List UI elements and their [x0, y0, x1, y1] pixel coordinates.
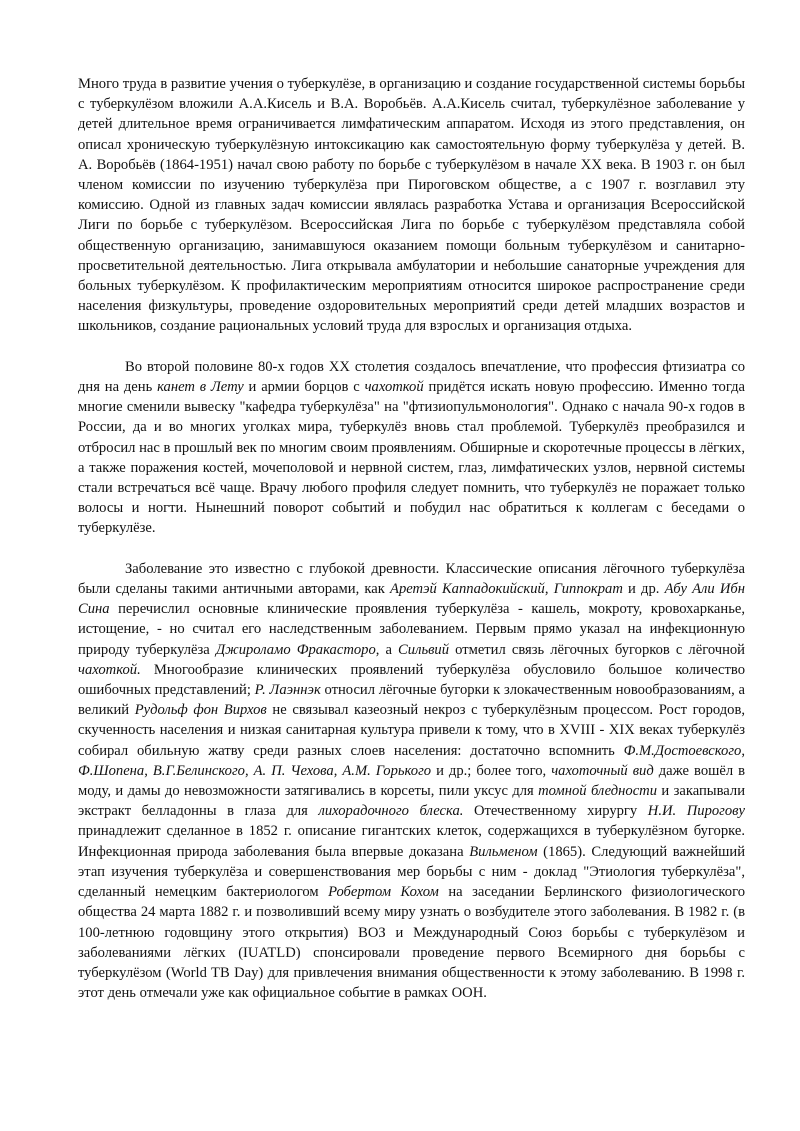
italic-text-span: Робертом Кохом [328, 884, 439, 901]
text-span: относил лёгочные бугорки к злокачественным новообразованиям, а великий [78, 682, 745, 719]
text-span: , [144, 762, 153, 779]
text-span: Во второй половине 80-х годов XX столетия создалось впечатление, что профессия фтизиатра со дня на день [78, 358, 745, 396]
text-span: Много труда в развитие учения о туберкулёзе, в организацию и создание государственной системы борьбы с туберкулёзом вложили А.А.Кисель и В.А. Воробьёв. А.А.Кисель считал, туберкулёзное заболевание у детей длительное время ограничивается лимфатическим аппаратом. Исходя из этого представления, он описал хроническую туберкулёзную интоксикацию как самостоятельную форму туберкулёза у детей. В. А. Воробьёв (1864-1951) начал свою работу по борьбе с туберкулёзом в начале XX века. В 1903 г. он был членом комиссии по изучению туберкулёза при Пироговском обществе, а с 1907 г. возглавил эту комиссию. Одной из главных задач комиссии являлась разработка Устава и организация Всероссийской Лиги по борьбе с туберкулёзом. Всероссийская Лига по борьбе с туберкулёзом представляла собой общественную организацию, занимавшуюся оказанием помощи больным туберкулёзом и санитарно-просветительной деятельностью. Лига открывала амбулатории и небольшие санаторные учреждения для больных туберкулёзом. К профилактическим мероприятиям относится широкое распространение среди населения физкультуры, проведение оздоровительных мероприятий среди детей младших возрастов и школьников, создание рациональных условий труда для взрослых и организация отдыха. [78, 76, 745, 335]
text-span: отметил связь лёгочных бугорков с лёгочной [449, 641, 745, 658]
text-span: , а [375, 641, 399, 658]
italic-text-span: Вильменом [469, 843, 538, 860]
text-span: и армии борцов с [243, 379, 365, 396]
italic-text-span: чахоточный вид [551, 762, 654, 779]
italic-text-span: Н.И. Пирогову [647, 803, 745, 820]
text-span: (1865). Следующий важнейший этап изучения туберкулёза и совершенствования мер борьбы с ним - доклад "Этиология туберкулёза", сделанный немецким бактериологом [78, 843, 746, 901]
text-span: Многообразие клинических проявлений туберкулёза обусловило большое количество ошибочных представлений; [78, 661, 745, 699]
italic-text-span: Ф.М.Достоевского [623, 742, 742, 759]
italic-text-span: Джироламо Фракасторо [215, 641, 376, 658]
italic-text-span: Ф.Шопена [78, 762, 145, 779]
text-span: , [741, 742, 745, 759]
text-span: не связывал казеозный некроз с туберкулёзным процессом. Рост городов, скученность населения и низкая санитарная культура привели к тому, что в XVIII - XIX веках туберкулёз собирал обильную жатву среди разных слоев населения: достаточно вспомнить [78, 702, 746, 759]
text-span: , [544, 581, 554, 598]
text-span: Отечественному хирургу [463, 803, 648, 820]
body-paragraph [78, 559, 745, 1003]
body-paragraph [78, 357, 745, 539]
text-span: и др.; более того, [431, 762, 552, 779]
text-span: перечислил основные клинические проявления туберкулёза - кашель, мокроту, кровохарканье, истощение, - но считал его наследственным заболеванием. Первым прямо указал на инфекционную природу туберкулёза [78, 601, 745, 658]
text-span: и др. [622, 581, 665, 598]
italic-text-span: Абу Али Ибн Сина [78, 581, 745, 618]
text-span: и закапывали экстракт белладонны в глаза для [78, 783, 746, 820]
document-page [78, 74, 745, 1003]
text-span: придётся искать новую профессию. Именно тогда многие сменили вывеску "кафедра туберкулёза" на "фтизиопульмонология". Однако с начала 90-х годов в России, да и во многих уголках мира, туберкулёз вновь стал проблемой. Туберкулёз преобразился и отбросил нас в прошлый век по многим своим проявлениям. Обширные и скоротечные процессы в лёгких, а также поражения костей, мочеполовой и нервной систем, глаз, лимфатических узлов, нервной системы стали встречаться всё чаще. Врачу любого профиля следует помнить, что туберкулёз не поражает только волосы и ногти. Нынешний поворот событий и побудил нас обратиться к коллегам с беседами о туберкулёзе. [78, 379, 745, 537]
italic-text-span: Сильвий [398, 641, 450, 658]
italic-text-span: чахоткой. [78, 661, 141, 678]
italic-text-span: чахоткой [364, 379, 424, 396]
text-span: , [244, 762, 254, 779]
body-paragraph [78, 74, 745, 337]
italic-text-span: Рудольф фон Вирхов [134, 702, 267, 719]
italic-text-span: томной бледности [538, 783, 658, 800]
italic-text-span: Р. Лаэннэк [254, 682, 321, 699]
italic-text-span: А.М. Горького [342, 762, 432, 779]
italic-text-span: А. П. Чехова [253, 762, 334, 779]
text-span: принадлежит сделанное в 1852 г. описание гигантских клеток, содержащихся в туберкулёзном бугорке. Инфекционная природа заболевания была впервые доказана [78, 823, 745, 860]
text-span: , [333, 762, 343, 779]
italic-text-span: лихорадочного блеска. [318, 803, 464, 820]
italic-text-span: В.Г.Белинского [152, 762, 245, 779]
italic-text-span: Гиппократ [553, 581, 623, 598]
text-span: даже вошёл в моду, и дамы до невозможности затягивались в корсеты, пили уксус для [78, 762, 746, 800]
text-span: на заседании Берлинского физиологического общества 24 марта 1882 г. и позволивший всему миру узнать о возбудителе этого заболевания. В 1982 г. (в 100-летнюю годовщину этого открытия) ВОЗ и Международный Союз борьбы с туберкулёзом и заболеваниями лёгких (IUATLD) спонсировали проведение первого Всемирного дня борьбы с туберкулёзом (World TB Day) для привлечения внимания общественности к этому заболеванию. В 1998 г. этот день отмечали уже как официальное событие в рамках ООН. [78, 884, 745, 1002]
italic-text-span: канет в Лету [157, 379, 244, 396]
text-span: Заболевание это известно с глубокой древности. Классические описания лёгочного туберкулёза были сделаны такими античными авторами, как [78, 560, 745, 598]
italic-text-span: Аретэй Каппадокийский [390, 581, 545, 598]
